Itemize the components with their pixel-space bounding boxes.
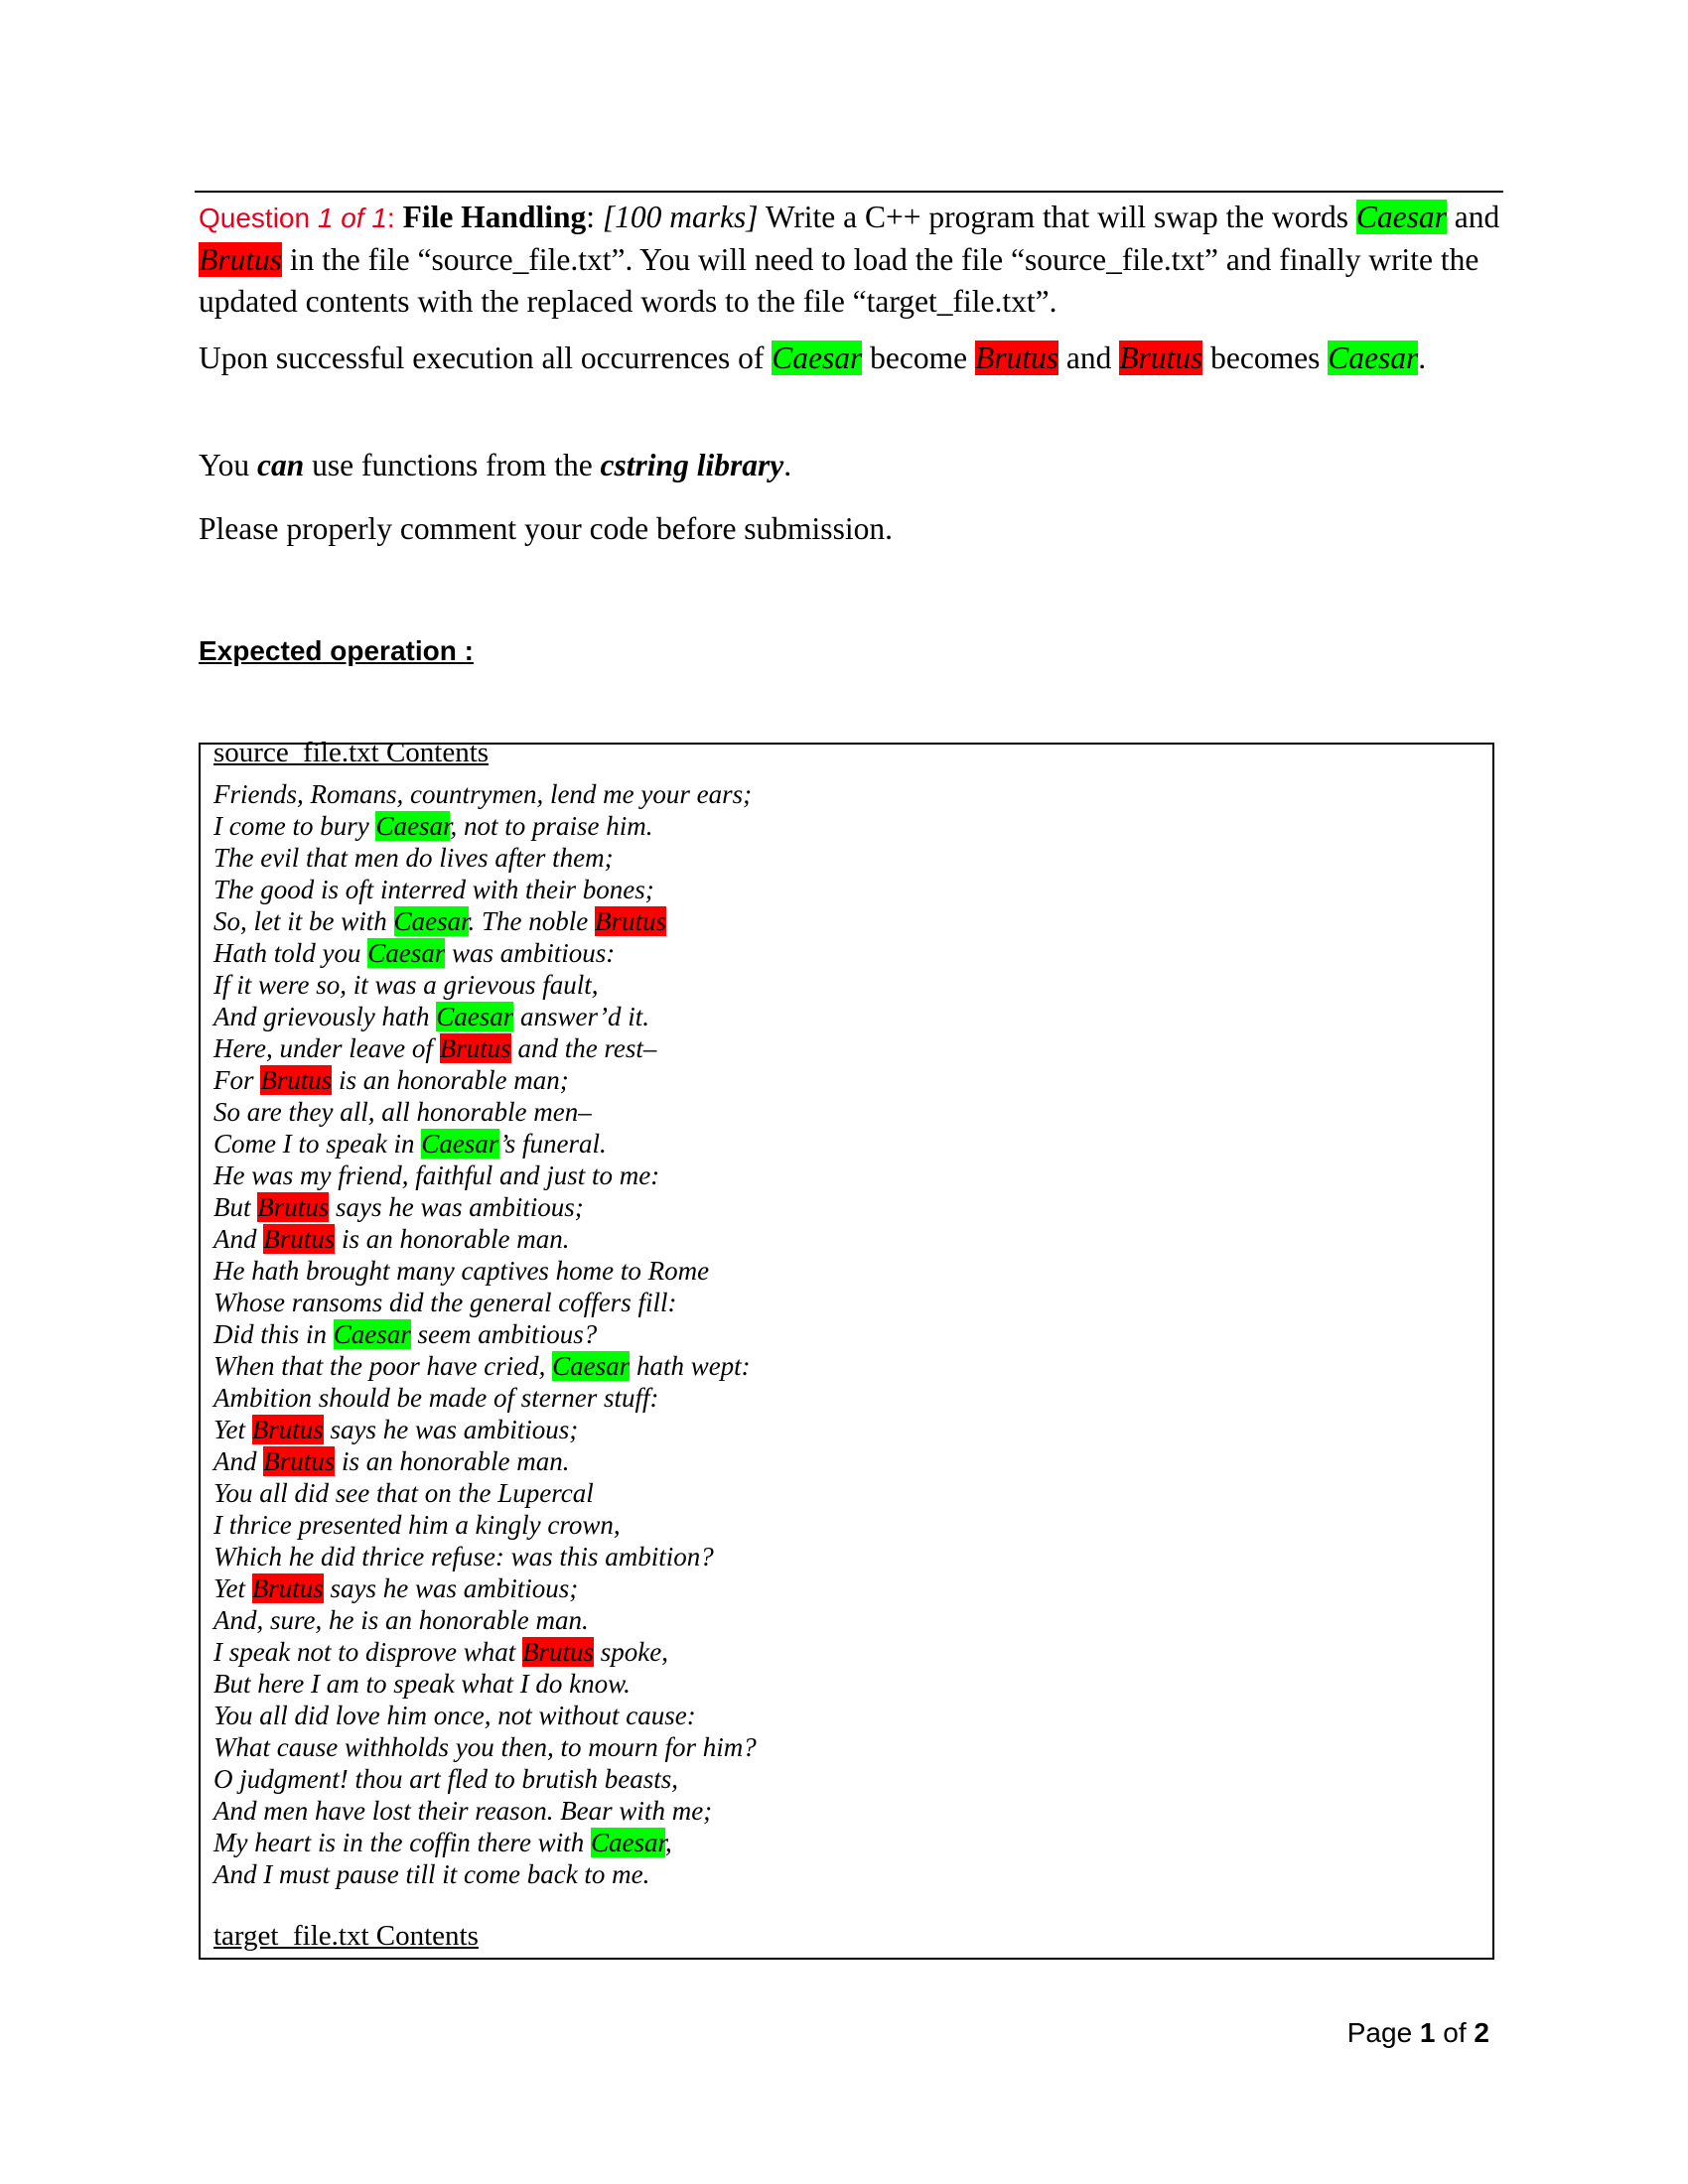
expected-operation-heading: Expected operation : xyxy=(199,635,474,666)
poem-text: If it were so, it was a grievous fault, xyxy=(213,970,599,1000)
brutus-highlight: Brutus xyxy=(251,1573,324,1603)
caesar-highlight: Caesar xyxy=(333,1319,411,1349)
topic-colon: : xyxy=(586,200,596,234)
period: . xyxy=(783,448,792,482)
poem-text: But here I am to speak what I do know. xyxy=(213,1669,631,1699)
poem-text: And grievously hath xyxy=(213,1002,437,1031)
caesar-highlight: Caesar xyxy=(1328,341,1419,375)
poem-text: is an honorable man. xyxy=(335,1224,570,1254)
poem-text: My heart is in the coffin there with xyxy=(213,1828,591,1857)
and-text: and xyxy=(1065,341,1112,375)
poem-text: And xyxy=(213,1446,264,1476)
poem-text: And, sure, he is an honorable man. xyxy=(213,1605,589,1635)
poem-line xyxy=(213,1064,1475,1096)
poem-line xyxy=(213,1604,1475,1636)
brutus-highlight: Brutus xyxy=(257,1192,330,1222)
brutus-highlight: Brutus xyxy=(439,1033,511,1063)
period: . xyxy=(1418,341,1427,375)
poem-text: says he was ambitious; xyxy=(323,1573,579,1603)
poem-text: Here, under leave of xyxy=(213,1033,440,1063)
poem-line xyxy=(213,810,1475,842)
poem-text: Yet xyxy=(213,1573,252,1603)
caesar-highlight: Caesar xyxy=(552,1351,631,1381)
poem-line xyxy=(213,1414,1475,1445)
caesar-highlight: Caesar xyxy=(421,1129,500,1159)
question-paragraph xyxy=(199,197,1509,323)
poem-line xyxy=(213,1509,1475,1541)
question-number: 1 of 1 xyxy=(317,203,387,233)
poem-line xyxy=(213,1541,1475,1572)
poem-text: ’s funeral. xyxy=(499,1129,607,1159)
poem-text: I thrice presented him a kingly crown, xyxy=(213,1510,621,1540)
poem-text: is an honorable man; xyxy=(332,1065,569,1095)
caesar-highlight: Caesar xyxy=(772,341,863,375)
poem-text: says he was ambitious; xyxy=(329,1192,584,1222)
execution-paragraph xyxy=(199,338,1509,379)
poem-text: , xyxy=(664,1828,672,1857)
poem-text: and the rest– xyxy=(510,1033,657,1063)
brutus-highlight: Brutus xyxy=(251,1415,324,1444)
poem-text: Come I to speak in xyxy=(213,1129,422,1159)
poem-text: . The noble xyxy=(468,906,596,936)
poem-text: He hath brought many captives home to Rome xyxy=(213,1256,710,1286)
poem-text: I come to bury xyxy=(213,811,376,841)
poem-line xyxy=(213,1318,1475,1350)
poem-line xyxy=(213,1287,1475,1318)
brutus-highlight: Brutus xyxy=(263,1446,336,1476)
poem-text: What cause withholds you then, to mourn for him? xyxy=(213,1732,757,1762)
of-word: of xyxy=(1435,2017,1475,2048)
brutus-highlight: Brutus xyxy=(1119,341,1203,375)
poem-text: The evil that men do lives after them; xyxy=(213,843,614,873)
poem-text: Which he did thrice refuse: was this ambition? xyxy=(213,1542,714,1571)
brutus-highlight: Brutus xyxy=(199,242,283,277)
execution-text-1: Upon successful execution all occurrences of xyxy=(199,341,765,375)
poem-text: Friends, Romans, countrymen, lend me your ears; xyxy=(213,779,753,809)
question-topic: File Handling xyxy=(402,200,587,234)
poem-line xyxy=(213,842,1475,874)
poem-text: I speak not to disprove what xyxy=(213,1637,522,1667)
poem-line xyxy=(213,1731,1475,1763)
question-text-1: Write a C++ program that will swap the words xyxy=(765,200,1348,234)
poem-text: Did this in xyxy=(213,1319,334,1349)
poem-line xyxy=(213,1763,1475,1795)
poem-line xyxy=(213,1636,1475,1668)
poem-text: But xyxy=(213,1192,258,1222)
poem-text: You all did love him once, not without cause: xyxy=(213,1701,696,1730)
execution-text-2: become xyxy=(870,341,968,375)
poem-text: Yet xyxy=(213,1415,252,1444)
poem-text: spoke, xyxy=(593,1637,668,1667)
poem-line xyxy=(213,1223,1475,1255)
poem-line xyxy=(213,1128,1475,1160)
poem-line xyxy=(213,1001,1475,1032)
caesar-highlight: Caesar xyxy=(436,1002,514,1031)
poem-line xyxy=(213,1255,1475,1287)
poem-line xyxy=(213,1795,1475,1827)
poem-line xyxy=(213,905,1475,937)
poem-line xyxy=(213,937,1475,969)
page-footer xyxy=(1347,2017,1489,2049)
and-text: and xyxy=(1454,200,1500,234)
poem-line xyxy=(213,1668,1475,1700)
poem-line xyxy=(213,1032,1475,1064)
page-total: 2 xyxy=(1474,2017,1489,2048)
poem-text: And men have lost their reason. Bear with me; xyxy=(213,1796,713,1826)
brutus-highlight: Brutus xyxy=(263,1224,336,1254)
poem-text: And xyxy=(213,1224,264,1254)
poem-text: So, let it be with xyxy=(213,906,394,936)
question-label-prefix: Question xyxy=(199,203,318,233)
question-label xyxy=(199,203,395,233)
poem-text: O judgment! thou art fled to brutish beasts, xyxy=(213,1764,678,1794)
poem-line xyxy=(213,1445,1475,1477)
poem-line xyxy=(213,1700,1475,1731)
question-marks: [100 marks] xyxy=(602,200,759,234)
question-label-colon: : xyxy=(386,203,395,233)
source-poem xyxy=(213,778,1475,1890)
brutus-highlight: Brutus xyxy=(260,1065,333,1095)
poem-line xyxy=(213,1382,1475,1414)
target-file-title: target_file.txt Contents xyxy=(213,1920,479,1952)
poem-text: And I must pause till it come back to me. xyxy=(213,1859,650,1889)
top-rule xyxy=(195,191,1503,193)
cstring-text-1: You xyxy=(199,448,250,482)
poem-line xyxy=(213,874,1475,905)
poem-text: says he was ambitious; xyxy=(323,1415,579,1444)
poem-text: So are they all, all honorable men– xyxy=(213,1097,592,1127)
can-emphasis: can xyxy=(256,448,305,482)
poem-text: seem ambitious? xyxy=(410,1319,598,1349)
brutus-highlight: Brutus xyxy=(521,1637,594,1667)
poem-text: He was my friend, faithful and just to me: xyxy=(213,1160,660,1190)
poem-text: hath wept: xyxy=(630,1351,751,1381)
cstring-paragraph xyxy=(199,445,1509,486)
comment-paragraph xyxy=(199,508,1509,550)
brutus-highlight: Brutus xyxy=(975,341,1059,375)
poem-text: answer’d it. xyxy=(513,1002,649,1031)
page-word: Page xyxy=(1346,2017,1420,2048)
poem-text: You all did see that on the Lupercal xyxy=(213,1478,594,1508)
poem-line xyxy=(213,1477,1475,1509)
source-file-title: source_file.txt Contents xyxy=(213,737,490,768)
caesar-highlight: Caesar xyxy=(393,906,469,936)
poem-text: When that the poor have cried, xyxy=(213,1351,553,1381)
page-number: 1 xyxy=(1419,2017,1436,2048)
poem-text: Hath told you xyxy=(213,938,368,968)
caesar-highlight: Caesar xyxy=(590,1828,665,1857)
poem-text: is an honorable man. xyxy=(335,1446,570,1476)
poem-text: , not to praise him. xyxy=(450,811,653,841)
poem-text: For xyxy=(213,1065,261,1095)
poem-text: The good is oft interred with their bones; xyxy=(213,875,654,904)
poem-text: Ambition should be made of sterner stuff: xyxy=(213,1383,659,1413)
poem-line xyxy=(213,1191,1475,1223)
question-text-2: in the file “source_file.txt”. You will need to load the file “source_file.txt” and finally write the updated contents with the replaced words to the file “target_file.txt”. xyxy=(199,242,1479,319)
caesar-highlight: Caesar xyxy=(375,811,451,841)
caesar-highlight: Caesar xyxy=(1355,200,1447,234)
cstring-library: cstring library xyxy=(600,448,784,482)
poem-line xyxy=(213,1572,1475,1604)
poem-line xyxy=(213,778,1475,810)
poem-text: was ambitious: xyxy=(445,938,616,968)
poem-line xyxy=(213,1096,1475,1128)
poem-line xyxy=(213,1858,1475,1890)
poem-line xyxy=(213,1350,1475,1382)
comment-text: Please properly comment your code before submission. xyxy=(199,511,893,546)
poem-line xyxy=(213,1827,1475,1858)
cstring-text-2: use functions from the xyxy=(312,448,593,482)
execution-text-3: becomes xyxy=(1210,341,1321,375)
brutus-highlight: Brutus xyxy=(595,906,667,936)
poem-line xyxy=(213,969,1475,1001)
caesar-highlight: Caesar xyxy=(367,938,446,968)
poem-line xyxy=(213,1160,1475,1191)
poem-text: Whose ransoms did the general coffers fill: xyxy=(213,1288,677,1317)
